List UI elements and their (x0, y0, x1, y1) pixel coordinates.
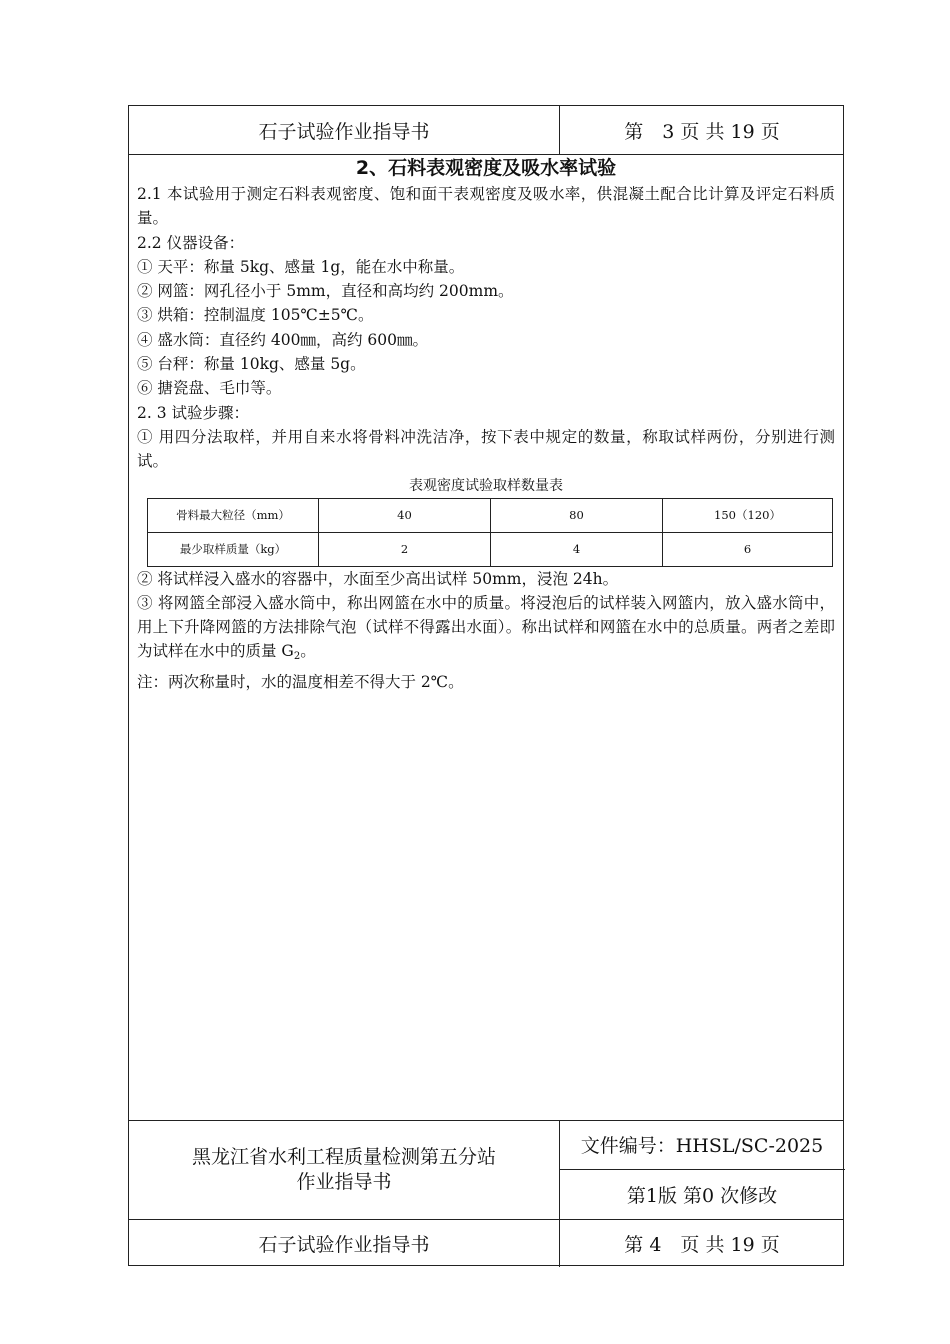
note: 注：两次称量时，水的温度相差不得大于 2℃。 (137, 672, 464, 691)
table-cell: 4 (491, 532, 663, 566)
paragraph-purpose: 2.1 本试验用于测定石料表观密度、饱和面干表观密度及吸水率，供混凝土配合比计算及评定石料质量。 (137, 185, 835, 228)
equipment-item: ① 天平：称量 5kg、感量 1g，能在水中称量。 (137, 257, 465, 276)
sample-quantity-table (147, 498, 833, 567)
table-cell: 最少取样质量（kg） (148, 532, 319, 566)
section-title: 2、石料表观密度及吸水率试验 (355, 157, 617, 179)
table-cell: 80 (491, 498, 663, 532)
next-page-number: 第 4 页 共 19 页 (624, 1233, 780, 1256)
procedure-step-1: ① 用四分法取样，并用自来水将骨料冲洗洁净，按下表中规定的数量，称取试样两份，分别进行测试。 (137, 427, 835, 471)
table-cell: 2 (319, 532, 491, 566)
header-divider (559, 106, 560, 154)
org-name: 黑龙江省水利工程质量检测第五分站 (191, 1145, 496, 1168)
version-info: 第1版 第0 次修改 (626, 1184, 778, 1207)
header-title: 石子试验作业指导书 (258, 120, 430, 143)
next-page-title: 石子试验作业指导书 (258, 1233, 430, 1256)
equipment-item: ② 网篮：网孔径小于 5mm，直径和高均约 200mm。 (137, 282, 514, 301)
subscript: 2 (293, 651, 301, 663)
paragraph-procedure-heading: 2. 3 试验步骤： (137, 403, 250, 422)
document-frame (128, 105, 844, 1266)
table-caption: 表观密度试验取样数量表 (409, 477, 563, 494)
footer-org (129, 1120, 559, 1219)
table-row (148, 498, 833, 532)
document-number: 文件编号：HHSL/SC-2025 (580, 1135, 824, 1157)
table-cell: 40 (319, 498, 491, 532)
equipment-item: ⑥ 搪瓷盘、毛巾等。 (137, 379, 282, 398)
equipment-item: ③ 烘箱：控制温度 105℃±5℃。 (137, 306, 374, 325)
table-cell: 6 (663, 532, 833, 566)
procedure-step-3-end: 。 (300, 642, 316, 661)
equipment-item: ④ 盛水筒：直径约 400㎜，高约 600㎜。 (137, 330, 428, 349)
paragraph-equipment-heading: 2.2 仪器设备： (137, 233, 245, 252)
header-page-number: 第 3 页 共 19 页 (624, 120, 780, 143)
main-content (137, 154, 835, 694)
table-row (148, 532, 833, 566)
table-cell: 150（120） (663, 498, 833, 532)
org-doc-type: 作业指导书 (296, 1170, 392, 1193)
procedure-step-3 (137, 591, 835, 670)
equipment-item: ⑤ 台秤：称量 10kg、感量 5g。 (137, 355, 366, 374)
procedure-step-3-text: ③ 将网篮全部浸入盛水筒中，称出网篮在水中的质量。将浸泡后的试样装入网篮内，放入盛水筒中，用上下升降网篮的方法排除气泡（试样不得露出水面）。称出试样和网篮在水中的总质量。两者之差即为试样在水中的质量 G (137, 593, 835, 661)
table-cell: 骨料最大粒径（mm） (148, 498, 319, 532)
procedure-step-2: ② 将试样浸入盛水的容器中，水面至少高出试样 50mm，浸泡 24h。 (137, 569, 619, 588)
